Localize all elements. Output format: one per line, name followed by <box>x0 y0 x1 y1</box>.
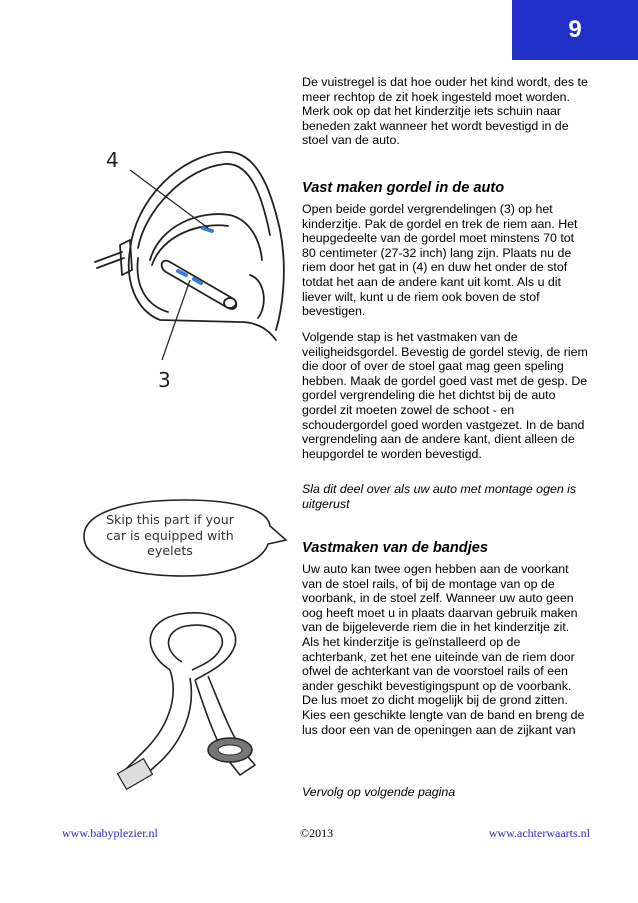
continue-note <box>302 785 588 800</box>
skip-note-text: Sla dit deel over als uw auto met montage ogen is uitgerust <box>302 482 577 511</box>
label-3: 3 <box>158 368 171 392</box>
main-text-column <box>302 75 588 799</box>
intro-paragraph: De vuistregel is dat hoe ouder het kind wordt, des te meer rechtop de zit hoek ingesteld moet worden. Merk ook op dat het kinderzitje iets schuin naar beneden zakt wanneer het wordt bevestigd in de stoel van de auto. <box>302 75 588 148</box>
section-next-step <box>302 330 588 461</box>
section-bandjes-title: Vastmaken van de bandjes <box>302 540 489 556</box>
bubble-text: Skip this part if your car is equipped with eyelets <box>106 512 234 558</box>
section-gordel-title: Vast maken gordel in de auto <box>302 180 505 196</box>
section-bandjes <box>302 539 588 737</box>
skip-note <box>302 482 588 511</box>
next-step-paragraph: Volgende stap is het vastmaken van de veiligheidsgordel. Bevestig de gordel stevig, de riem die door of over de stoel gaat mag geen speling hebben. Maak de gordel goed vast met de gesp. De gordel vergrendeling die het dichtst bij de auto gordel zit moeten zowel de schoot - en schoudergordel goed worden vastgezet. In de band vergrendeling aan de andere kant, dient alleen de heupgordel te worden bevestigd. <box>302 330 588 461</box>
strap-illustration <box>110 600 290 800</box>
belt-slot-marker <box>203 228 212 231</box>
footer-copyright: ©2013 <box>300 826 334 840</box>
label-4: 4 <box>106 148 119 172</box>
footer-link-achterwaarts[interactable]: www.achterwaarts.nl <box>488 826 590 840</box>
section-bandjes-body: Uw auto kan twee ogen hebben aan de voorkant van de stoel rails, of bij de montage van op de voorbank, in de stoel zelf. Wanneer uw auto geen oog heeft moet u in plaats daarvan gebruik maken van de bijgeleverde riem die in het kinderzitje zit. Als het kinderzitje is geïnstalleerd op de achterbank, zet het ene uiteinde van de riem door ofwel de achterkant van de voorstoel rails of een ander geschikt bevestigingspunt op de voorbank. De lus moet zo dicht mogelijk bij de grond zitten. Kies een geschikte lengte van de band en breng de lus door een van de openingen aan de zijkant van <box>302 562 585 737</box>
page-number: 9 <box>568 16 582 43</box>
footer <box>62 826 590 842</box>
page-number-badge <box>512 0 638 60</box>
seat-illustration <box>90 140 300 390</box>
section-gordel <box>302 179 588 319</box>
footer-link-babyplezier[interactable]: www.babyplezier.nl <box>62 826 158 840</box>
section-gordel-body: Open beide gordel vergrendelingen (3) op het kinderzitje. Pak de gordel en trek de riem aan. Het heupgedeelte van de gordel moet minstens 70 tot 80 centimeter (27-32 inch) lang zijn. Plaats nu de riem door het gat in (4) en duw het onder de stof totdat het aan de andere kant uit komt. Als u dit liever wilt, kunt u de riem ook boven de stof bevestigen. <box>302 202 578 319</box>
continue-note-text: Vervolg op volgende pagina <box>302 785 456 799</box>
belt-lock-3 <box>162 261 237 309</box>
